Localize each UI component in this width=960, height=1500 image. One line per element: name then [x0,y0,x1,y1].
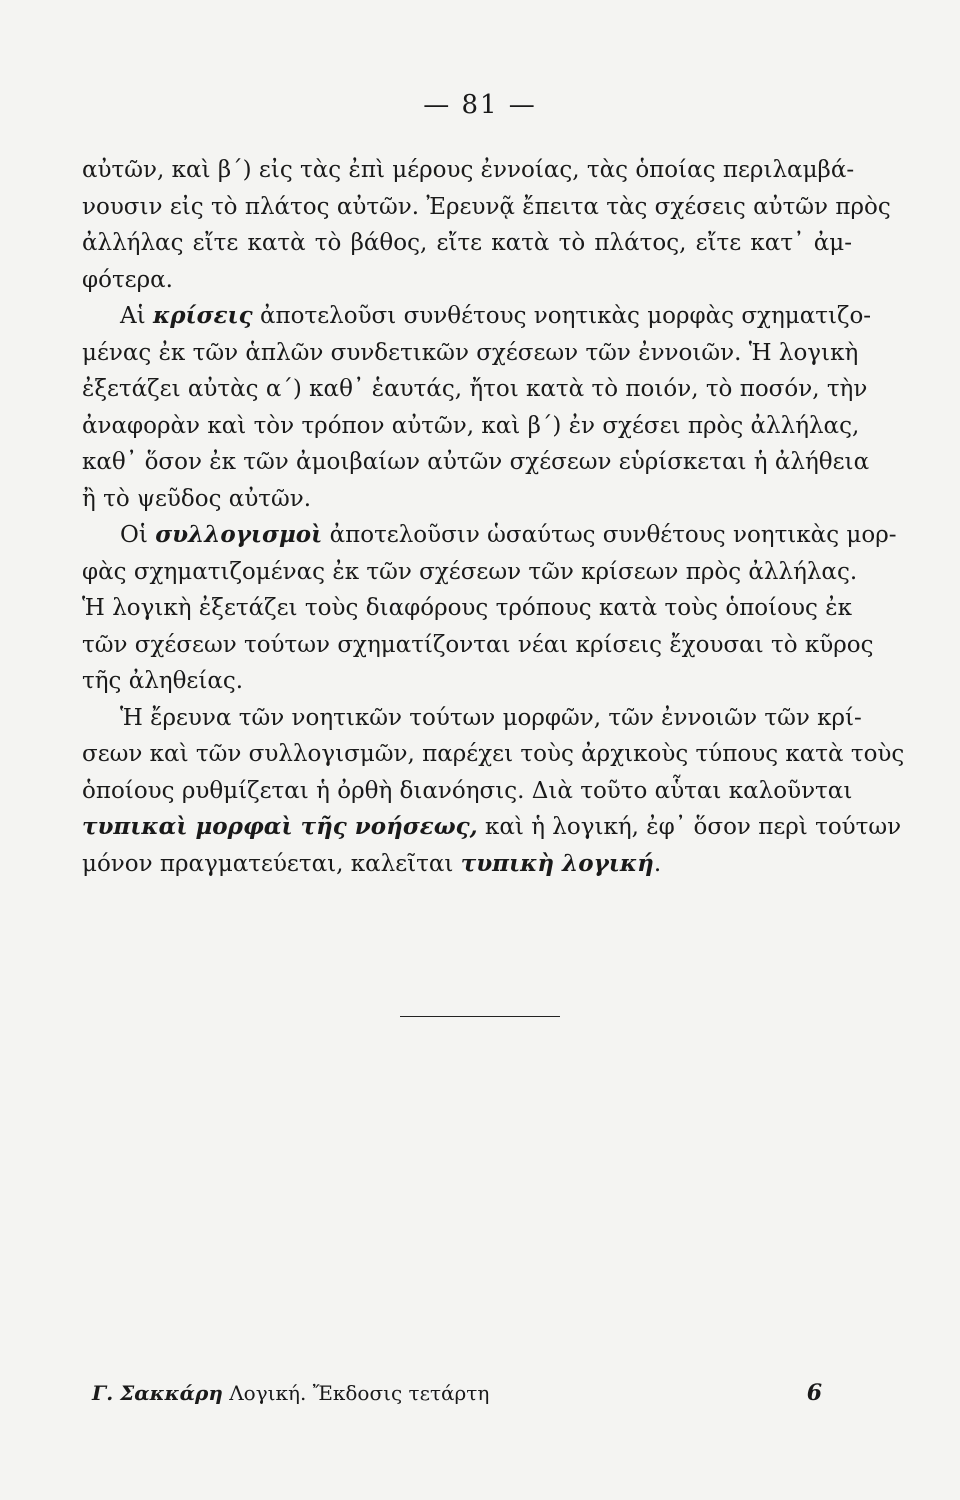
text-line: νουσιν εἰς τὸ πλάτος αὐτῶν. Ἐρευνᾷ ἔπειτα τὰς σχέσεις αὐτῶν πρὸς [82,193,891,220]
text-line: Ἡ ἔρευνα τῶν νοητικῶν τούτων μορφῶν, τῶν ἐννοιῶν τῶν κρί- [120,704,862,731]
footer-citation [92,1381,489,1405]
footer-title: Λογική. Ἔκδοσις τετάρτη [229,1381,490,1405]
body-text [82,152,905,882]
text-line: φότερα. [82,266,173,293]
line-text: Οἱ [120,522,156,548]
text-line: σεων καὶ τῶν συλλογισμῶν, παρέχει τοὺς ἀρχικοὺς τύπους κατὰ τοὺς [82,741,905,767]
text-line: ὁποίους ρυθμίζεται ἡ ὀρθὴ διανόησις. Διὰ τοῦτο αὗται καλοῦνται [82,777,853,804]
text-line [82,298,872,335]
printer-signature: 6 [806,1380,822,1406]
footer-author: Γ. Σακκάρη [92,1381,223,1405]
text-line: Ἡ λογικὴ ἐξετάζει τοὺς διαφόρους τρόπους κατὰ τοὺς ὁποίους ἐκ [82,595,852,621]
term-kriseis: κρίσεις [152,302,253,329]
section-divider [400,1016,560,1017]
text-line: ἐξετάζει αὐτὰς α΄) καθ᾿ ἑαυτάς, ἤτοι κατὰ τὸ ποιόν, τὸ ποσόν, τὴν [82,376,868,402]
text-line [82,809,902,846]
line-text: . [653,850,662,877]
text-line [82,846,852,883]
line-text: καὶ ἡ λογική, ἐφ᾿ ὅσον περὶ τούτων [477,814,902,840]
page-number: — 81 — [423,90,537,120]
page-footer [92,1380,822,1406]
text-line: ἢ τὸ ψεῦδος αὐτῶν. [82,485,312,512]
term-typikai-morfai: τυπικαὶ μορφαὶ τῆς νοήσεως, [82,813,478,840]
line-text: ἀποτελοῦσιν ὡσαύτως συνθέτους νοητικὰς μορ- [322,522,897,548]
text-line [82,517,897,554]
text-line: φὰς σχηματιζομένας ἐκ τῶν σχέσεων τῶν κρίσεων πρὸς ἀλλήλας. [82,558,858,585]
line-text: μόνον πραγματεύεται, καλεῖται [82,850,461,877]
text-line: αὐτῶν, καὶ β΄) εἰς τὰς ἐπὶ μέρους ἐννοίας, τὰς ὁποίας περιλαμβά- [82,157,855,183]
text-line: τῶν σχέσεων τούτων σχηματίζονται νέαι κρίσεις ἔχουσαι τὸ κῦρος [82,631,874,658]
term-typike-logike: τυπικὴ λογική [460,849,654,877]
text-line: ἀναφορὰν καὶ τὸν τρόπον αὐτῶν, καὶ β΄) ἐν σχέσει πρὸς ἀλλήλας, [82,412,860,439]
line-text: Αἱ [120,303,153,329]
term-syllogismoi: συλλογισμοὶ [155,521,323,548]
line-text: ἀποτελοῦσι συνθέτους νοητικὰς μορφὰς σχηματιζο- [252,303,872,329]
text-line: καθ᾿ ὅσον ἐκ τῶν ἀμοιβαίων αὐτῶν σχέσεων εὑρίσκεται ἡ ἀλήθεια [82,449,870,475]
text-line: ἀλλήλας εἴτε κατὰ τὸ βάθος, εἴτε κατὰ τὸ πλάτος, εἴτε κατ᾿ ἀμ- [82,230,852,256]
text-line: μένας ἐκ τῶν ἁπλῶν συνδετικῶν σχέσεων τῶν ἐννοιῶν. Ἡ λογικὴ [82,339,859,366]
text-line: τῆς ἀληθείας. [82,668,244,694]
